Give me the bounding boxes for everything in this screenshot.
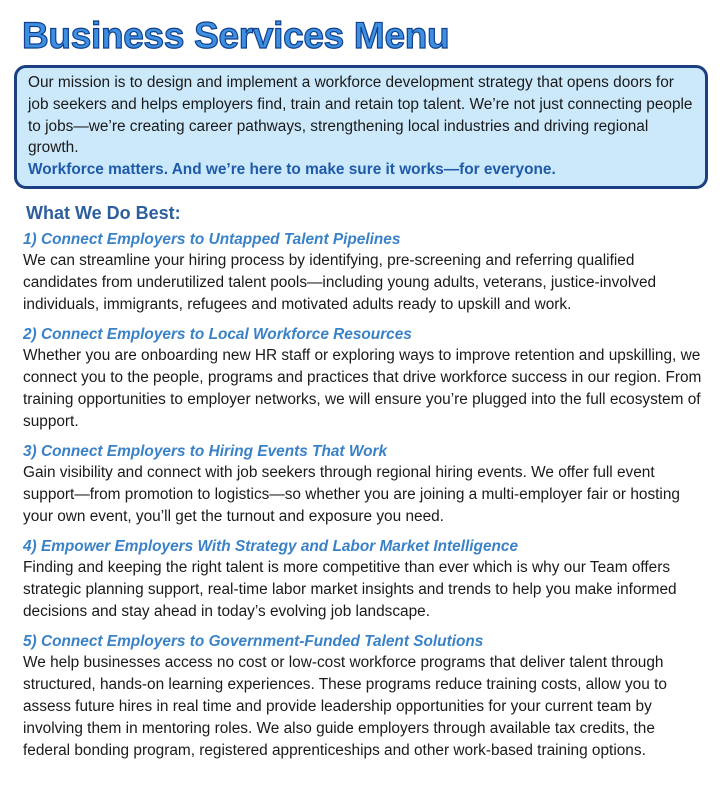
service-item-1 bbox=[23, 230, 708, 316]
page-title: Business Services Menu bbox=[22, 15, 450, 56]
service-description: Gain visibility and connect with job seekers through regional hiring events. We offer full event support—from promotion to logistics—so whether you are joining a multi-employer fair or hosting your own event, you’ll get the turnout and exposure you need. bbox=[23, 463, 680, 525]
service-title: 3) Connect Employers to Hiring Events That Work bbox=[23, 442, 388, 460]
mission-tagline: Workforce matters. And we’re here to make sure it works—for everyone. bbox=[28, 161, 556, 179]
service-description: We can streamline your hiring process by identifying, pre-screening and referring qualified candidates from underutilized talent pools—including young adults, veterans, justice-involved individuals, immigrants, refugees and motivated adults ready to upskill and work. bbox=[23, 251, 657, 313]
service-item-2 bbox=[23, 325, 708, 433]
service-description: Finding and keeping the right talent is more competitive than ever which is why our Team offers strategic planning support, real-time labor market insights and trends to help you make informed decisions and stay ahead in today’s evolving job landscape. bbox=[23, 558, 677, 620]
service-item-4 bbox=[23, 537, 708, 623]
service-title: 5) Connect Employers to Government-Funded Talent Solutions bbox=[23, 632, 484, 650]
service-title: 2) Connect Employers to Local Workforce Resources bbox=[23, 325, 412, 343]
service-item-5 bbox=[23, 632, 708, 762]
section-heading: What We Do Best: bbox=[26, 202, 181, 223]
service-item-3 bbox=[23, 442, 708, 528]
mission-box bbox=[14, 65, 708, 189]
service-title: 1) Connect Employers to Untapped Talent Pipelines bbox=[23, 230, 401, 248]
service-description: Whether you are onboarding new HR staff or exploring ways to improve retention and upskilling, we connect you to the people, programs and practices that drive workforce success in our region. From training opportunities to employer networks, we will ensure you’re plugged into the full ecosystem of support. bbox=[23, 346, 702, 430]
service-description: We help businesses access no cost or low-cost workforce programs that deliver talent through structured, hands-on learning experiences. These programs reduce training costs, allow you to assess future hires in real time and provide leadership opportunities for your current team by involving them in mentoring roles. We also guide employers through available tax credits, the federal bonding program, registered apprenticeships and other work-based training options. bbox=[23, 653, 667, 759]
service-title: 4) Empower Employers With Strategy and Labor Market Intelligence bbox=[23, 537, 519, 555]
mission-text: Our mission is to design and implement a workforce development strategy that opens doors for job seekers and helps employers find, train and retain top talent. We’re not just connecting people to jobs—we’re creating career pathways, strengthening local industries and driving regional growth. bbox=[28, 74, 693, 157]
